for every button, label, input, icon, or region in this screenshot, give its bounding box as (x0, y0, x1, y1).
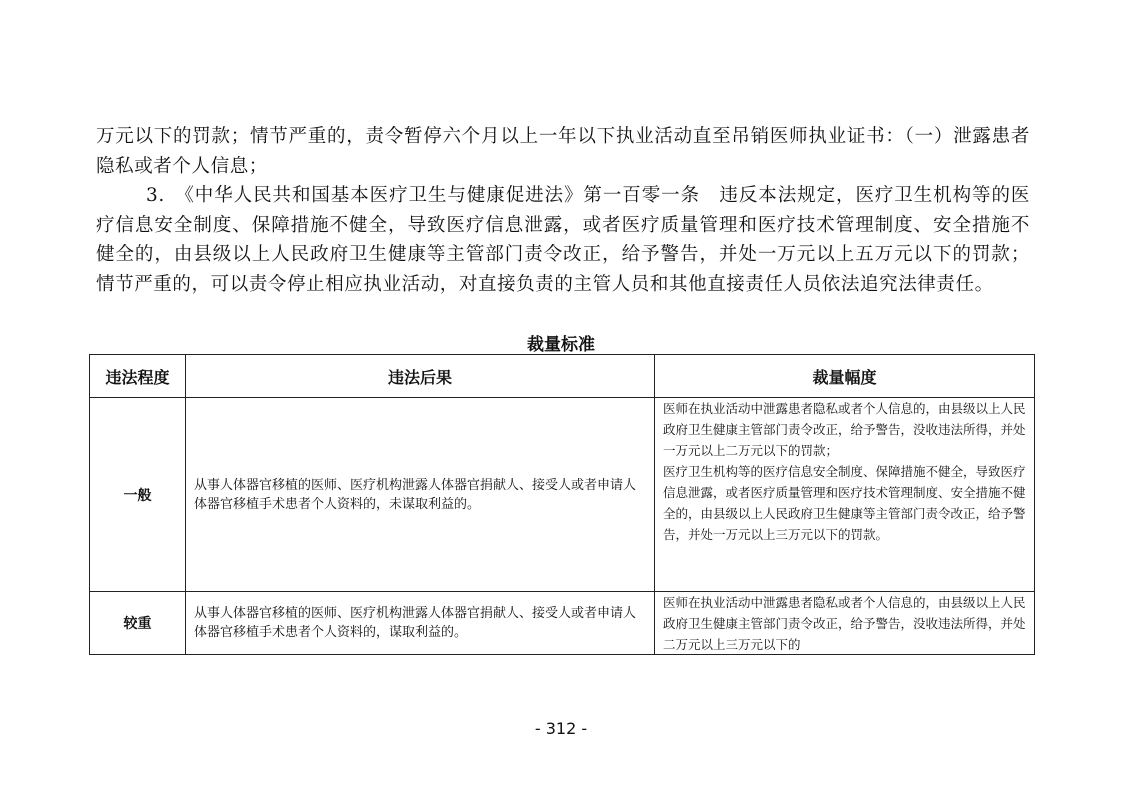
range-cell (655, 592, 1035, 655)
range-cell (655, 398, 1035, 592)
level-cell: 一般 (90, 398, 186, 592)
level-cell: 较重 (90, 592, 186, 655)
header-range: 裁量幅度 (655, 355, 1035, 398)
page-number: - 312 - (534, 719, 588, 738)
header-consequence: 违法后果 (186, 355, 655, 398)
range-text-1: 医师在执业活动中泄露患者隐私或者个人信息的，由县级以上人民政府卫生健康主管部门责令改正，给予警告，没收违法所得，并处二万元以上三万元以下的 (663, 595, 1026, 652)
body-paragraph-1: 万元以下的罚款；情节严重的，责令暂停六个月以上一年以下执业活动直至吊销医师执业证书：（一）泄露患者隐私或者个人信息； (96, 126, 1030, 177)
table-title: 裁量标准 (527, 335, 595, 355)
body-paragraph-2: 3. 《中华人民共和国基本医疗卫生与健康促进法》第一百零一条 违反本法规定，医疗卫生机构等的医疗信息安全制度、保障措施不健全，导致医疗信息泄露，或者医疗质量管理和医疗技术管理制度、安全措施不健全的，由县级以上人民政府卫生健康等主管部门责令改正，给予警告，并处一万元以上五万元以下的罚款；情节严重的，可以责令停止相应执业活动，对直接负责的主管人员和其他直接责任人员依法追究法律责任。 (96, 185, 1030, 295)
discretion-standard-table (89, 354, 1035, 655)
table-row (90, 398, 1035, 592)
range-text-2: 医疗卫生机构等的医疗信息安全制度、保障措施不健全，导致医疗信息泄露，或者医疗质量管理和医疗技术管理制度、安全措施不健全的，由县级以上人民政府卫生健康等主管部门责令改正，给予警告，并处一万元以上三万元以下的罚款。 (663, 464, 1026, 542)
header-level: 违法程度 (90, 355, 186, 398)
consequence-cell: 从事人体器官移植的医师、医疗机构泄露人体器官捐献人、接受人或者申请人体器官移植手术患者个人资料的，谋取利益的。 (186, 592, 655, 655)
range-text-1: 医师在执业活动中泄露患者隐私或者个人信息的，由县级以上人民政府卫生健康主管部门责令改正，给予警告，没收违法所得，并处一万元以上二万元以下的罚款； (663, 401, 1026, 458)
consequence-cell: 从事人体器官移植的医师、医疗机构泄露人体器官捐献人、接受人或者申请人体器官移植手术患者个人资料的，未谋取利益的。 (186, 398, 655, 592)
table-header-row (90, 355, 1035, 398)
table-row (90, 592, 1035, 655)
